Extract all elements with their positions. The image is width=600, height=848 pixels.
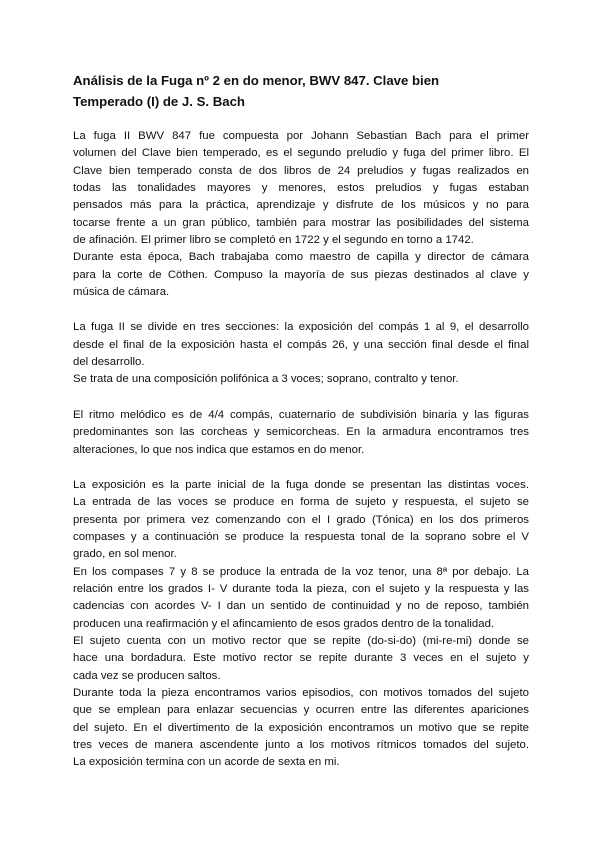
text-line: La exposición es la parte inicial de la fuga donde se presentan las distintas voces. xyxy=(73,478,529,491)
text-line: para la corte de Cöthen. Compuso la mayoría de sus piezas destinados al clave y xyxy=(73,268,529,281)
text-line: tocarse frente a un gran público, también para mostrar las posibilidades del sistema xyxy=(73,216,529,229)
document-title xyxy=(73,70,529,112)
text-line: todas las tonalidades mayores y menores, estos preludios y fugas estaban xyxy=(73,182,529,195)
text-line: El sujeto cuenta con un motivo rector que se repite (do-si-do) (mi-re-mi) donde se xyxy=(73,634,529,647)
text-line: relación entre los grados I- V durante toda la pieza, con el sujeto y la respuesta y las xyxy=(73,582,529,595)
text-line: que se emplean para enlazar secuencias y ocurren entre las diferentes apariciones xyxy=(73,704,529,717)
text-line: de afinación. El primer libro se completó en 1722 y el segundo en torno a 1742. xyxy=(73,234,474,247)
text-line: Clave bien temperado consta de dos libros de 24 preludios y fugas realizados en xyxy=(73,164,529,177)
text-line: del desarrollo. xyxy=(73,356,145,369)
text-line: La fuga II BWV 847 fue compuesta por Johann Sebastian Bach para el primer xyxy=(73,130,529,142)
text-line: cadencias con acordes V- I dan un sentido de continuidad y no de reposo, también xyxy=(73,600,529,613)
text-line: compases y a continuación se produce la respuesta tonal de la soprano sobre el V xyxy=(73,530,529,543)
paragraph xyxy=(73,477,529,772)
text-line: Durante esta época, Bach trabajaba como maestro de capilla y director de cámara xyxy=(73,251,529,264)
text-line: desde el final de la exposición hasta el compás 26, y una sección final desde el final xyxy=(73,338,529,351)
text-line: Se trata de una composición polifónica a 3 voces; soprano, contralto y tenor. xyxy=(73,373,459,386)
text-line: presenta por primera vez comenzando con el I grado (Tónica) en los dos primeros xyxy=(73,513,529,526)
text-line: La entrada de las voces se produce en forma de sujeto y respuesta, el sujeto se xyxy=(73,496,529,509)
text-line: La fuga II se divide en tres secciones: la exposición del compás 1 al 9, el desarrollo xyxy=(73,321,529,334)
text-line: cada vez se producen saltos. xyxy=(73,669,221,682)
text-line: alteraciones, lo que nos indica que estamos en do menor. xyxy=(73,443,365,456)
text-line: volumen del Clave bien temperado, es el segundo preludio y fuga del primer libro. El xyxy=(73,147,529,160)
text-line: del sujeto. En el divertimento de la exposición encontramos un motivo que se repite xyxy=(73,721,529,734)
title-line: Análisis de la Fuga nº 2 en do menor, BWV 847. Clave bien xyxy=(73,73,440,88)
text-line: producen una reafirmación y el afincamiento de esos grados dentro de la tonalidad. xyxy=(73,617,495,630)
paragraph xyxy=(73,128,529,301)
document-page xyxy=(73,70,529,790)
text-line: Durante toda la pieza encontramos varios episodios, con motivos tomados del sujeto xyxy=(73,686,529,699)
text-line: música de cámara. xyxy=(73,286,170,299)
text-line: predominantes son las corcheas y semicorcheas. En la armadura encontramos tres xyxy=(73,426,529,439)
text-line: pensados más para la práctica, aprendizaje y disfrute de los músicos y no para xyxy=(73,199,529,212)
text-line: hace una bordadura. Este motivo rector se repite durante 3 veces en el sujeto y xyxy=(73,652,529,665)
text-line: El ritmo melódico es de 4/4 compás, cuaternario de subdivisión binaria y las figuras xyxy=(73,408,529,421)
title-line: Temperado (I) de J. S. Bach xyxy=(73,94,245,109)
text-line: En los compases 7 y 8 se produce la entrada de la voz tenor, una 8ª por debajo. La xyxy=(73,565,529,578)
text-line: tres veces de manera ascendente junto a los motivos rítmicos tomados del sujeto. xyxy=(73,739,529,751)
text-line: grado, en sol menor. xyxy=(73,548,177,561)
paragraph xyxy=(73,319,529,388)
document-body xyxy=(73,128,529,772)
paragraph xyxy=(73,407,529,459)
text-line: La exposición termina con un acorde de sexta en mi. xyxy=(73,756,340,769)
